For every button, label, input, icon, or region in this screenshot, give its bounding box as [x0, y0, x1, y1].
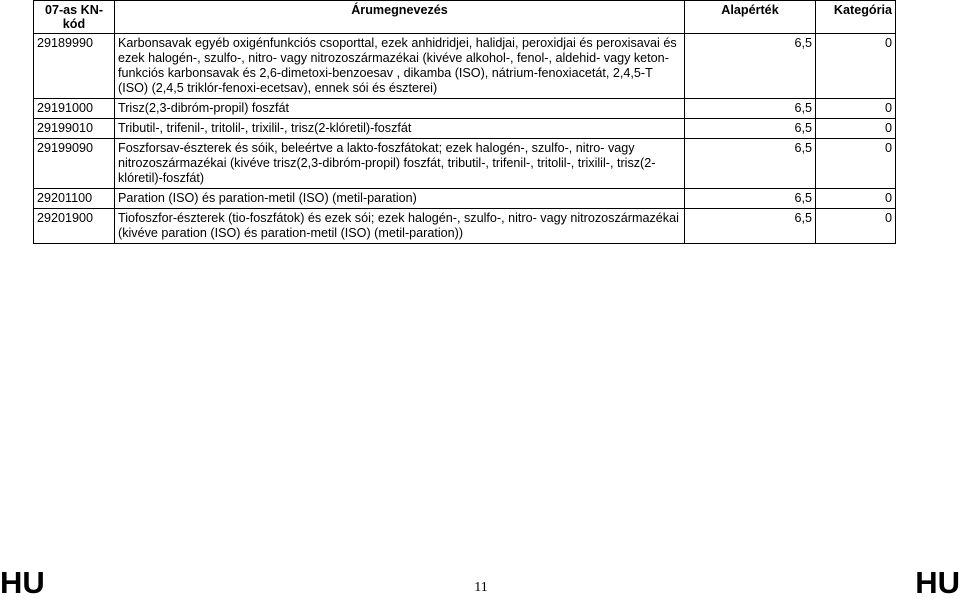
row-description: Trisz(2,3-dibróm-propil) foszfát [115, 99, 685, 119]
row-base-rate: 6,5 [685, 34, 816, 99]
row-base-rate: 6,5 [685, 209, 816, 244]
row-category: 0 [816, 34, 896, 99]
row-code: 29191000 [34, 99, 115, 119]
footer-country-mark-left: HU [0, 565, 45, 600]
table-row [34, 99, 896, 119]
row-category: 0 [816, 189, 896, 209]
header-name: Árumegnevezés [115, 1, 685, 34]
row-base-rate: 6,5 [685, 119, 816, 139]
row-category: 0 [816, 209, 896, 244]
tariff-table [33, 0, 896, 244]
row-base-rate: 6,5 [685, 99, 816, 119]
header-base-rate: Alapérték [685, 1, 816, 34]
row-description: Paration (ISO) és paration-metil (ISO) (metil-paration) [115, 189, 685, 209]
row-code: 29201900 [34, 209, 115, 244]
row-code: 29201100 [34, 189, 115, 209]
table-row [34, 209, 896, 244]
row-category: 0 [816, 139, 896, 189]
row-code: 29199010 [34, 119, 115, 139]
row-category: 0 [816, 119, 896, 139]
row-description: Tiofoszfor-észterek (tio-foszfátok) és ezek sói; ezek halogén-, szulfo-, nitro- vagy nitrozoszármazékai (kivéve paration (ISO) és paration-metil (ISO) (metil-paration)) [115, 209, 685, 244]
footer-country-mark-right: HU [915, 565, 960, 600]
row-description: Tributil-, trifenil-, tritolil-, trixilil-, trisz(2-klóretil)-foszfát [115, 119, 685, 139]
row-base-rate: 6,5 [685, 139, 816, 189]
table-row [34, 119, 896, 139]
row-base-rate: 6,5 [685, 189, 816, 209]
row-description: Foszforsav-észterek és sóik, beleértve a lakto-foszfátokat; ezek halogén-, szulfo-, nitro- vagy nitrozoszármazékai (kivéve trisz(2,3-dibróm-propil) foszfát, tributil-, trifenil-, tritolil-, trixilil-, trisz(2-klóretil)-foszfát) [115, 139, 685, 189]
table-row [34, 189, 896, 209]
row-code: 29189990 [34, 34, 115, 99]
table-row [34, 34, 896, 99]
row-category: 0 [816, 99, 896, 119]
row-code: 29199090 [34, 139, 115, 189]
header-code: 07-as KN-kód [34, 1, 115, 34]
page-number: 11 [474, 580, 488, 595]
table-header-row [34, 1, 896, 34]
table-row [34, 139, 896, 189]
row-description: Karbonsavak egyéb oxigénfunkciós csoporttal, ezek anhidridjei, halidjai, peroxidjai és peroxisavai és ezek halogén-, szulfo-, nitro- vagy nitrozoszármazékai (kivéve alkohol-, fenol-, aldehid- vagy keton-funkciós karbonsavak és 2,6-dimetoxi-benzoesav , dikamba (ISO), nátrium-fenoxiacetát, 2,4,5-T (ISO) (2,4,5 triklór-fenoxi-ecetsav), ennek sói és észterei) [115, 34, 685, 99]
header-category: Kategória [816, 1, 896, 34]
